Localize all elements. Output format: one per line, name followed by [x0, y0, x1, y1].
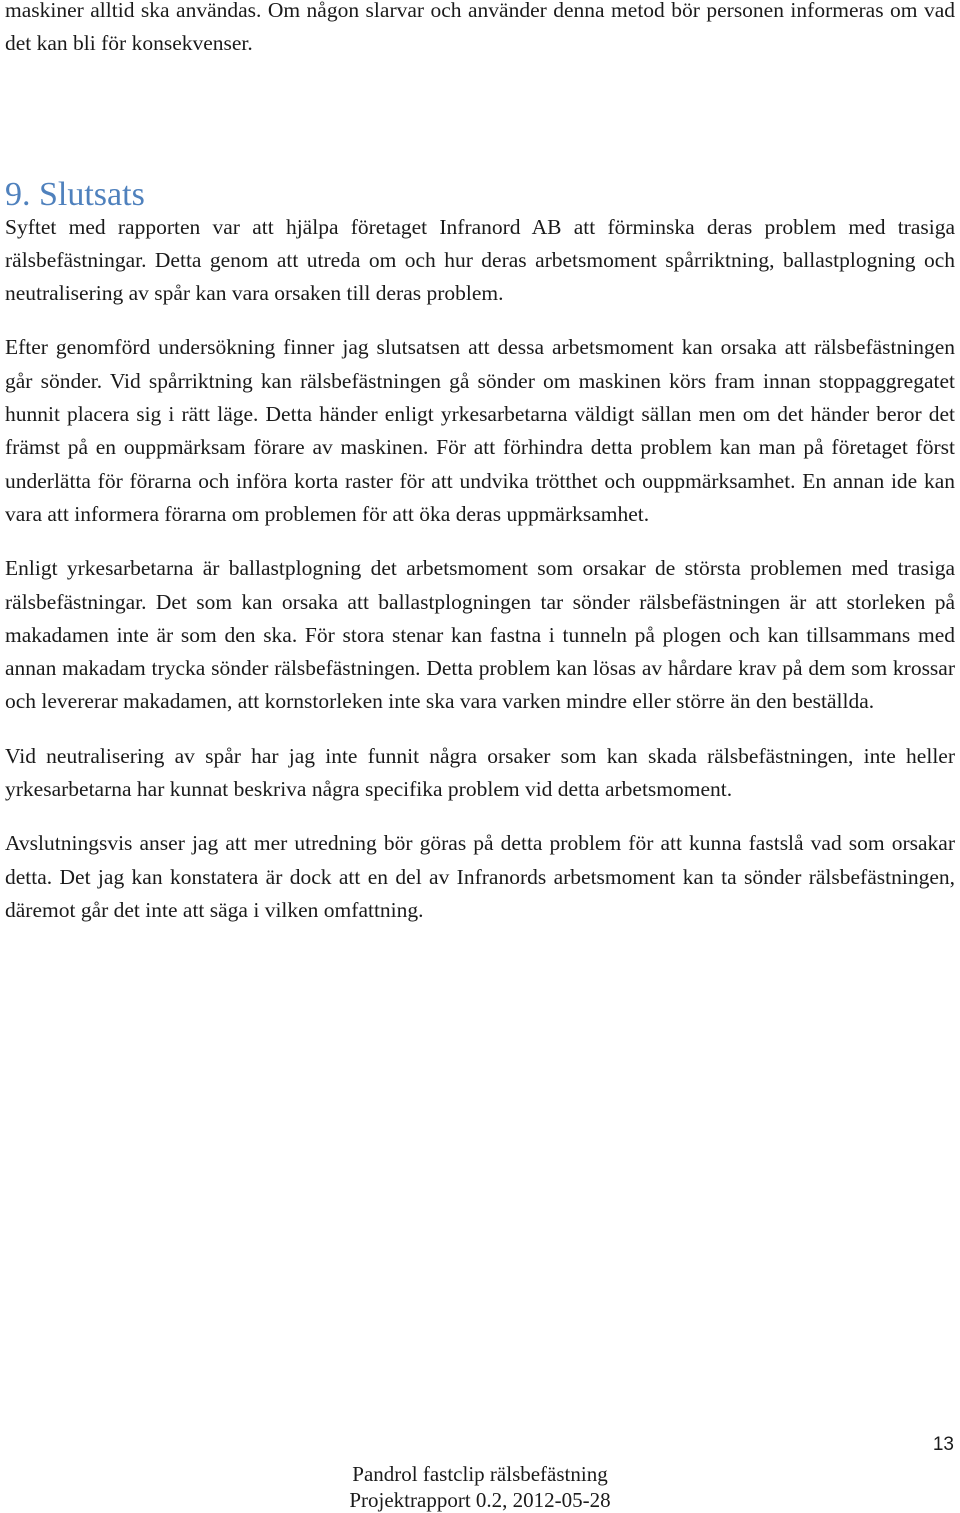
footer-title: Pandrol fastclip rälsbefästning	[352, 1462, 608, 1486]
continued-paragraph: maskiner alltid ska användas. Om någon slarvar och använder denna metod bör personen informeras om vad det kan bli för konsekvenser.	[5, 0, 955, 56]
paragraph-findings: Efter genomförd undersökning finner jag slutsatsen att dessa arbetsmoment kan orsaka att rälsbefästningen går sönder. Vid spårriktning kan rälsbefästningen gå sönder om maskinen körs fram innan stoppaggregatet hunnit placera sig i rätt läge. Detta händer enligt yrkesarbetarna väldigt sällan men om det händer beror det främst på en ouppmärksam förare av maskinen. För att förhindra detta problem kan man på företaget först underlätta för förarna och införa korta raster för att undvika trötthet och ouppmärksamhet. En annan ide kan vara att informera förarna om problemen för att öka deras uppmärksamhet.	[5, 335, 955, 526]
document-page	[5, 0, 955, 927]
paragraph-conclusion: Avslutningsvis anser jag att mer utredning bör göras på detta problem för att kunna fastslå vad som orsakar detta. Det jag kan konstatera är dock att en del av Infranords arbetsmoment kan ta sönder rälsbefästningen, däremot går det inte att säga i vilken omfattning.	[5, 831, 955, 922]
paragraph-ballastplogning: Enligt yrkesarbetarna är ballastplogning det arbetsmoment som orsakar de största problemen med trasiga rälsbefästningar. Det som kan orsaka att ballastplogningen tar sönder rälsbefästningen är att storleken på makadamen inte är som den ska. För stora stenar kan fastna i tunneln på plogen och kan tillsammans med annan makadam trycka sönder rälsbefästningen. Detta problem kan lösas av hårdare krav på dem som krossar och levererar makadamen, att kornstorleken inte ska vara varken mindre eller större än den beställda.	[5, 556, 955, 714]
footer-version-date: Projektrapport 0.2, 2012-05-28	[349, 1488, 611, 1512]
page-number: 13	[932, 1434, 954, 1455]
paragraph-purpose: Syftet med rapporten var att hjälpa företaget Infranord AB att förminska deras problem med trasiga rälsbefästningar. Detta genom att utreda om och hur deras arbetsmoment spårriktning, ballastplogning och neutralisering av spår kan vara orsaken till deras problem.	[5, 214, 955, 306]
section-heading: 9. Slutsats	[5, 175, 145, 213]
paragraph-neutralisering: Vid neutralisering av spår har jag inte funnit några orsaker som kan skada rälsbefästningen, inte heller yrkesarbetarna har kunnat beskriva några specifika problem vid detta arbetsmoment.	[5, 743, 955, 802]
